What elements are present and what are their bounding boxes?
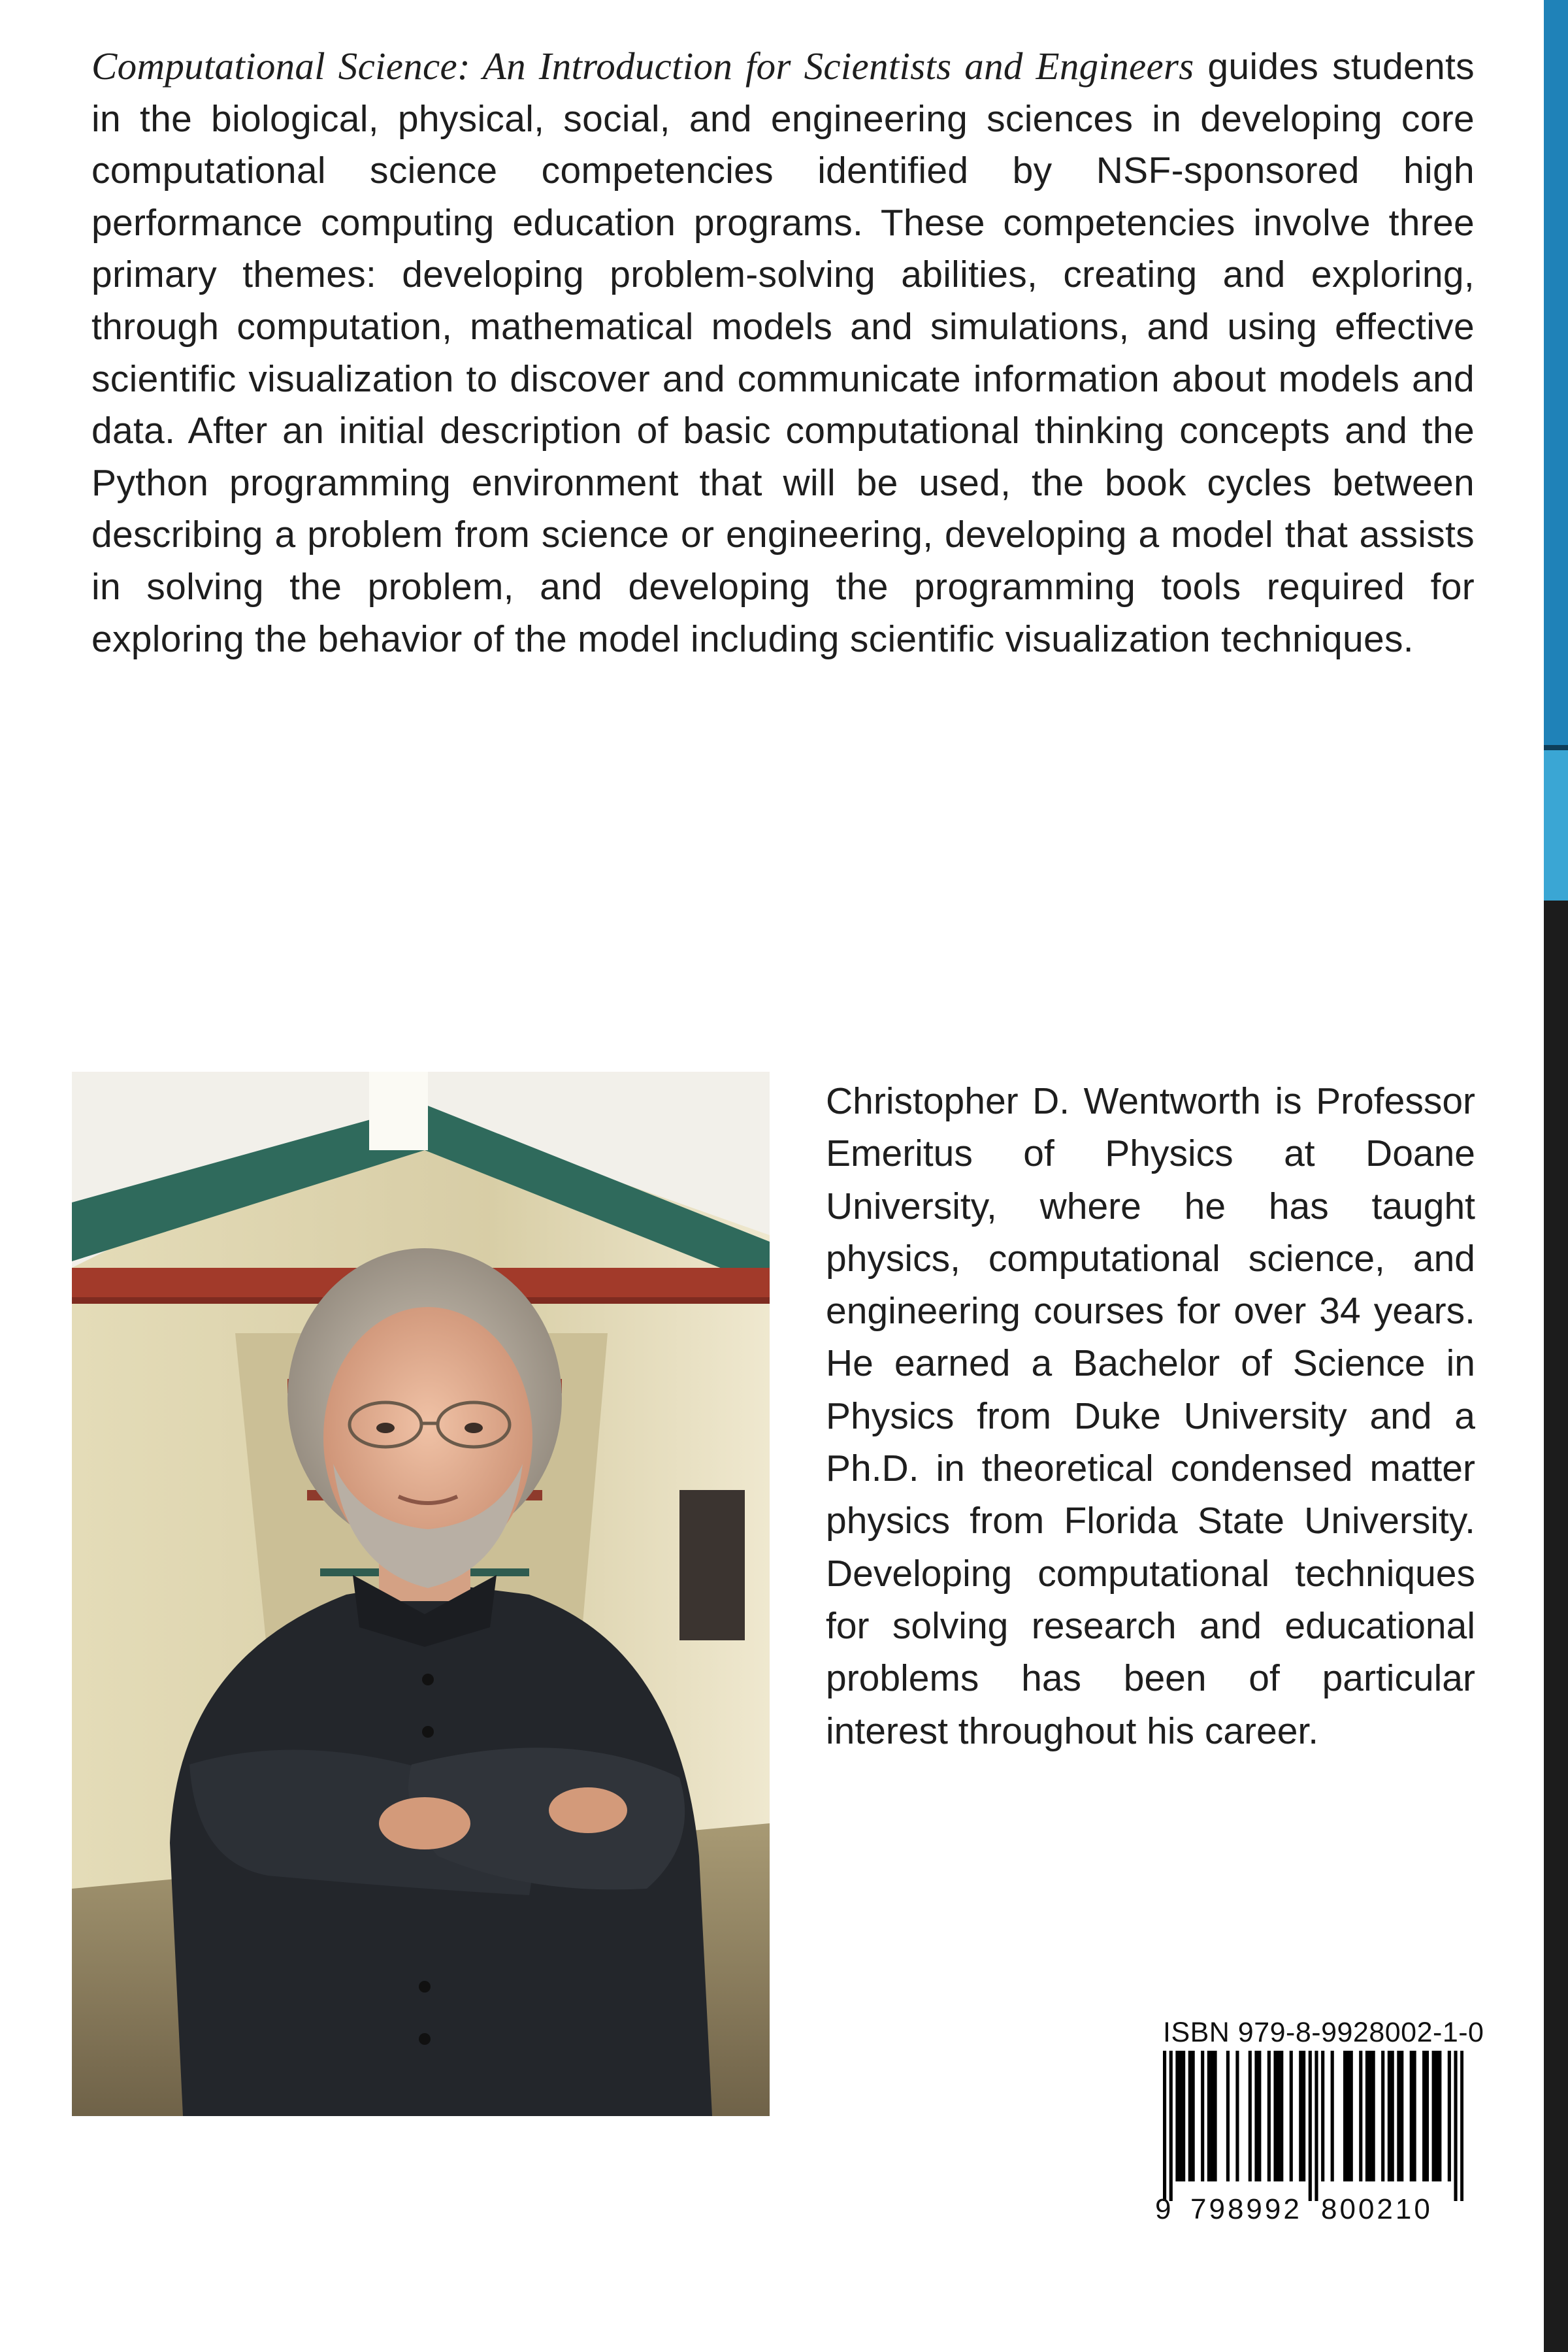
barcode-bar [1388, 2051, 1391, 2181]
barcode-digits-right: 800210 [1321, 2193, 1433, 2225]
spine-light-blue-band [1544, 750, 1568, 901]
barcode-bar [1280, 2051, 1283, 2181]
barcode-bar [1226, 2051, 1230, 2181]
barcode-bar [1192, 2051, 1195, 2181]
spine-blue-band [1544, 0, 1568, 745]
barcode-bar [1422, 2051, 1426, 2181]
barcode-bar [1211, 2051, 1214, 2181]
barcode-bar [1302, 2051, 1305, 2181]
barcode-bar [1213, 2051, 1217, 2181]
barcode-bar [1343, 2051, 1347, 2181]
barcode-bar [1435, 2051, 1438, 2181]
barcode-bar [1359, 2051, 1362, 2181]
isbn-label: ISBN 979-8-9928002-1-0 [1163, 2017, 1484, 2048]
barcode-bar [1331, 2051, 1334, 2181]
spine-divider [1544, 745, 1568, 750]
barcode-bar [1372, 2051, 1375, 2181]
barcode-bar [1400, 2051, 1403, 2181]
barcode-bar [1413, 2051, 1416, 2181]
barcode-bar [1273, 2051, 1277, 2181]
barcode-bar [1254, 2051, 1258, 2181]
barcode-bar [1299, 2051, 1302, 2181]
barcode-bar [1267, 2051, 1271, 2181]
barcode-bar [1201, 2051, 1204, 2181]
barcode-bar [1277, 2051, 1280, 2181]
barcode-bar [1381, 2051, 1384, 2181]
barcode-bar [1365, 2051, 1369, 2181]
barcode-bar [1235, 2051, 1239, 2181]
barcode-digits-left: 798992 [1190, 2193, 1302, 2225]
barcode-bar [1347, 2051, 1350, 2181]
barcode-bar [1454, 2051, 1457, 2201]
barcode-bar [1163, 2051, 1166, 2201]
spine-dark-band [1544, 901, 1568, 2352]
barcode-bar [1460, 2051, 1463, 2201]
barcode-bar [1432, 2051, 1435, 2181]
barcode-bar [1315, 2051, 1318, 2201]
author-photo [72, 1072, 770, 2116]
barcode-bar [1207, 2051, 1211, 2181]
barcode-bar [1258, 2051, 1261, 2181]
barcode-bar [1321, 2051, 1324, 2181]
barcode-bar [1426, 2051, 1429, 2181]
barcode-bar [1369, 2051, 1372, 2181]
book-spine-edge [1544, 0, 1568, 2352]
book-title: Computational Science: An Introduction for Scientists and Engineers [91, 44, 1194, 88]
barcode-bar [1188, 2051, 1192, 2181]
barcode-bar [1438, 2051, 1441, 2181]
barcode-bar [1169, 2051, 1173, 2201]
barcode-digit-first: 9 [1155, 2193, 1174, 2225]
barcode-bar [1179, 2051, 1182, 2181]
barcode-bar [1397, 2051, 1400, 2181]
barcode-bars [1163, 2051, 1463, 2201]
barcode-bar [1309, 2051, 1312, 2201]
barcode-bar [1448, 2051, 1451, 2181]
isbn-barcode [1150, 2008, 1490, 2256]
author-bio: Christopher D. Wentworth is Professor Emeritus of Physics at Doane University, where he has taught physics, computational science, and engineering courses for over 34 years. He earned a Bachelor of Science in Physics from Duke University and a Ph.D. in theoretical condensed matter physics from Florida State University. Developing computational techniques for solving research and educational problems has been of particular interest throughout his career. [826, 1080, 1475, 1752]
barcode-bar [1391, 2051, 1394, 2181]
barcode-bar [1350, 2051, 1353, 2181]
barcode-bar [1410, 2051, 1413, 2181]
barcode-bar [1175, 2051, 1179, 2181]
barcode-bar [1290, 2051, 1293, 2181]
barcode-bar [1249, 2051, 1252, 2181]
barcode-bar [1182, 2051, 1185, 2181]
book-description [91, 41, 1475, 665]
book-description-text: guides students in the biological, physical, social, and engineering sciences in developing core computational science competencies identified by NSF-sponsored high performance computing education programs. These competencies involve three primary themes: developing problem-solving abilities, creating and exploring, through computation, mathematical models and simulations, and using effective scientific visualization to discover and communicate information about models and data. After an initial description of basic computational thinking concepts and the Python programming environment that will be used, the book cycles between describing a problem from science or engineering, developing a model that assists in solving the problem, and developing the programming tools required for exploring the behavior of the model including scientific visualization techniques. [91, 46, 1475, 660]
